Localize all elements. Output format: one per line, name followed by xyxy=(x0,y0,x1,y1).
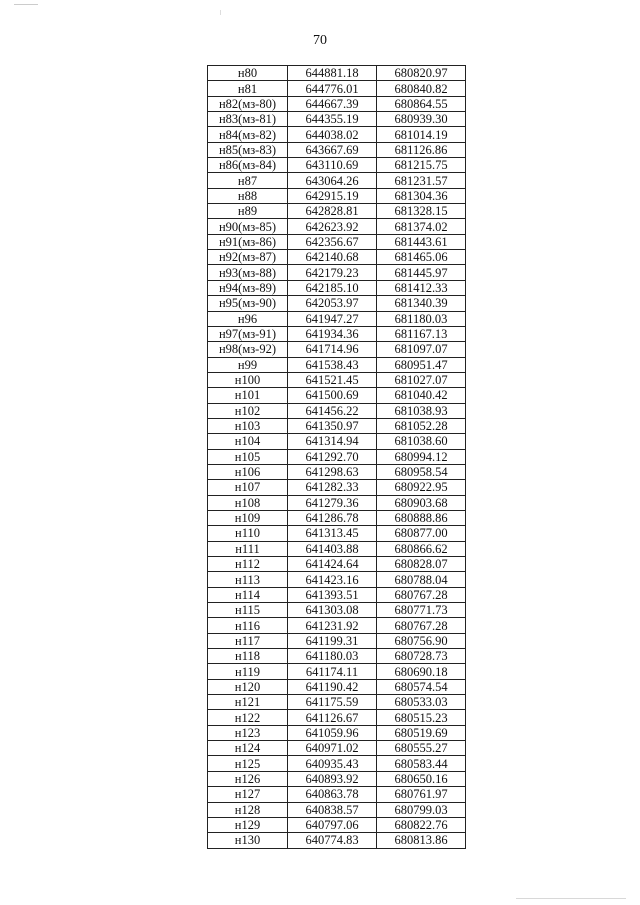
y-coordinate-cell: 680555.27 xyxy=(377,741,466,756)
x-coordinate-cell: 641199.31 xyxy=(288,633,377,648)
x-coordinate-cell: 641292.70 xyxy=(288,449,377,464)
y-coordinate-cell: 680939.30 xyxy=(377,112,466,127)
x-coordinate-cell: 643667.69 xyxy=(288,142,377,157)
table-row xyxy=(208,204,466,219)
table-row xyxy=(208,388,466,403)
y-coordinate-cell: 681340.39 xyxy=(377,296,466,311)
x-coordinate-cell: 641314.94 xyxy=(288,434,377,449)
x-coordinate-cell: 644776.01 xyxy=(288,81,377,96)
point-name-cell: н88 xyxy=(208,188,288,203)
table-row xyxy=(208,679,466,694)
point-name-cell: н108 xyxy=(208,495,288,510)
table-row xyxy=(208,311,466,326)
point-name-cell: н91(мз-86) xyxy=(208,234,288,249)
y-coordinate-cell: 680650.16 xyxy=(377,771,466,786)
point-name-cell: н83(мз-81) xyxy=(208,112,288,127)
x-coordinate-cell: 641934.36 xyxy=(288,326,377,341)
point-name-cell: н85(мз-83) xyxy=(208,142,288,157)
y-coordinate-cell: 681328.15 xyxy=(377,204,466,219)
table-row xyxy=(208,188,466,203)
point-name-cell: н123 xyxy=(208,725,288,740)
table-row xyxy=(208,710,466,725)
table-row xyxy=(208,250,466,265)
point-name-cell: н110 xyxy=(208,526,288,541)
point-name-cell: н120 xyxy=(208,679,288,694)
y-coordinate-cell: 680994.12 xyxy=(377,449,466,464)
x-coordinate-cell: 644038.02 xyxy=(288,127,377,142)
table-row xyxy=(208,787,466,802)
table-row xyxy=(208,265,466,280)
y-coordinate-cell: 680767.28 xyxy=(377,587,466,602)
x-coordinate-cell: 641403.88 xyxy=(288,541,377,556)
table-row xyxy=(208,403,466,418)
point-name-cell: н112 xyxy=(208,557,288,572)
x-coordinate-cell: 641500.69 xyxy=(288,388,377,403)
table-row xyxy=(208,603,466,618)
table-row xyxy=(208,771,466,786)
table-row xyxy=(208,434,466,449)
y-coordinate-cell: 680820.97 xyxy=(377,66,466,81)
table-row xyxy=(208,357,466,372)
y-coordinate-cell: 681445.97 xyxy=(377,265,466,280)
table-row xyxy=(208,112,466,127)
x-coordinate-cell: 642623.92 xyxy=(288,219,377,234)
x-coordinate-cell: 641286.78 xyxy=(288,510,377,525)
point-name-cell: н96 xyxy=(208,311,288,326)
x-coordinate-cell: 641190.42 xyxy=(288,679,377,694)
y-coordinate-cell: 680519.69 xyxy=(377,725,466,740)
y-coordinate-cell: 681052.28 xyxy=(377,418,466,433)
table-row xyxy=(208,649,466,664)
y-coordinate-cell: 680877.00 xyxy=(377,526,466,541)
x-coordinate-cell: 644667.39 xyxy=(288,96,377,111)
page-number: 70 xyxy=(313,33,327,48)
table-row xyxy=(208,234,466,249)
y-coordinate-cell: 681215.75 xyxy=(377,158,466,173)
y-coordinate-cell: 680799.03 xyxy=(377,802,466,817)
table-row xyxy=(208,296,466,311)
point-name-cell: н93(мз-88) xyxy=(208,265,288,280)
point-name-cell: н80 xyxy=(208,66,288,81)
table-row xyxy=(208,464,466,479)
table-row xyxy=(208,817,466,832)
point-name-cell: н114 xyxy=(208,587,288,602)
y-coordinate-cell: 681465.06 xyxy=(377,250,466,265)
y-coordinate-cell: 681097.07 xyxy=(377,342,466,357)
point-name-cell: н125 xyxy=(208,756,288,771)
y-coordinate-cell: 680767.28 xyxy=(377,618,466,633)
y-coordinate-cell: 681027.07 xyxy=(377,372,466,387)
point-name-cell: н109 xyxy=(208,510,288,525)
y-coordinate-cell: 681126.86 xyxy=(377,142,466,157)
point-name-cell: н98(мз-92) xyxy=(208,342,288,357)
y-coordinate-cell: 680888.86 xyxy=(377,510,466,525)
x-coordinate-cell: 642915.19 xyxy=(288,188,377,203)
point-name-cell: н100 xyxy=(208,372,288,387)
point-name-cell: н84(мз-82) xyxy=(208,127,288,142)
y-coordinate-cell: 681014.19 xyxy=(377,127,466,142)
table-row xyxy=(208,725,466,740)
scan-artifact-top xyxy=(14,4,38,5)
x-coordinate-cell: 641313.45 xyxy=(288,526,377,541)
point-name-cell: н127 xyxy=(208,787,288,802)
table-row xyxy=(208,127,466,142)
point-name-cell: н81 xyxy=(208,81,288,96)
x-coordinate-cell: 642140.68 xyxy=(288,250,377,265)
point-name-cell: н103 xyxy=(208,418,288,433)
point-name-cell: н82(мз-80) xyxy=(208,96,288,111)
table-row xyxy=(208,173,466,188)
point-name-cell: н89 xyxy=(208,204,288,219)
table-row xyxy=(208,280,466,295)
y-coordinate-cell: 680951.47 xyxy=(377,357,466,372)
point-name-cell: н101 xyxy=(208,388,288,403)
x-coordinate-cell: 641521.45 xyxy=(288,372,377,387)
x-coordinate-cell: 641059.96 xyxy=(288,725,377,740)
point-name-cell: н95(мз-90) xyxy=(208,296,288,311)
table-row xyxy=(208,342,466,357)
x-coordinate-cell: 643064.26 xyxy=(288,173,377,188)
table-row xyxy=(208,495,466,510)
table-row xyxy=(208,66,466,81)
x-coordinate-cell: 640863.78 xyxy=(288,787,377,802)
y-coordinate-cell: 680728.73 xyxy=(377,649,466,664)
table-row xyxy=(208,802,466,817)
x-coordinate-cell: 640971.02 xyxy=(288,741,377,756)
point-name-cell: н113 xyxy=(208,572,288,587)
y-coordinate-cell: 680864.55 xyxy=(377,96,466,111)
point-name-cell: н106 xyxy=(208,464,288,479)
point-name-cell: н116 xyxy=(208,618,288,633)
y-coordinate-cell: 681304.36 xyxy=(377,188,466,203)
x-coordinate-cell: 641714.96 xyxy=(288,342,377,357)
point-name-cell: н107 xyxy=(208,480,288,495)
x-coordinate-cell: 642828.81 xyxy=(288,204,377,219)
x-coordinate-cell: 642179.23 xyxy=(288,265,377,280)
point-name-cell: н126 xyxy=(208,771,288,786)
x-coordinate-cell: 641231.92 xyxy=(288,618,377,633)
x-coordinate-cell: 643110.69 xyxy=(288,158,377,173)
point-name-cell: н117 xyxy=(208,633,288,648)
table-row xyxy=(208,81,466,96)
x-coordinate-cell: 641174.11 xyxy=(288,664,377,679)
table-row xyxy=(208,587,466,602)
y-coordinate-cell: 680922.95 xyxy=(377,480,466,495)
x-coordinate-cell: 641393.51 xyxy=(288,587,377,602)
x-coordinate-cell: 641282.33 xyxy=(288,480,377,495)
point-name-cell: н104 xyxy=(208,434,288,449)
y-coordinate-cell: 680822.76 xyxy=(377,817,466,832)
point-name-cell: н122 xyxy=(208,710,288,725)
x-coordinate-cell: 640935.43 xyxy=(288,756,377,771)
point-name-cell: н87 xyxy=(208,173,288,188)
y-coordinate-cell: 680574.54 xyxy=(377,679,466,694)
point-name-cell: н90(мз-85) xyxy=(208,219,288,234)
y-coordinate-cell: 680788.04 xyxy=(377,572,466,587)
y-coordinate-cell: 681038.93 xyxy=(377,403,466,418)
table-row xyxy=(208,418,466,433)
table-row xyxy=(208,695,466,710)
x-coordinate-cell: 640838.57 xyxy=(288,802,377,817)
x-coordinate-cell: 640893.92 xyxy=(288,771,377,786)
scan-artifact-tick xyxy=(220,10,221,15)
y-coordinate-cell: 681180.03 xyxy=(377,311,466,326)
table-row xyxy=(208,480,466,495)
point-name-cell: н121 xyxy=(208,695,288,710)
table-row xyxy=(208,541,466,556)
y-coordinate-cell: 681040.42 xyxy=(377,388,466,403)
y-coordinate-cell: 681231.57 xyxy=(377,173,466,188)
y-coordinate-cell: 681412.33 xyxy=(377,280,466,295)
point-name-cell: н129 xyxy=(208,817,288,832)
table-row xyxy=(208,557,466,572)
x-coordinate-cell: 641298.63 xyxy=(288,464,377,479)
y-coordinate-cell: 680515.23 xyxy=(377,710,466,725)
table-row xyxy=(208,158,466,173)
y-coordinate-cell: 680533.03 xyxy=(377,695,466,710)
y-coordinate-cell: 681443.61 xyxy=(377,234,466,249)
table-row xyxy=(208,664,466,679)
point-name-cell: н94(мз-89) xyxy=(208,280,288,295)
table-row xyxy=(208,741,466,756)
point-name-cell: н102 xyxy=(208,403,288,418)
x-coordinate-cell: 642053.97 xyxy=(288,296,377,311)
table-row xyxy=(208,219,466,234)
x-coordinate-cell: 641947.27 xyxy=(288,311,377,326)
y-coordinate-cell: 680813.86 xyxy=(377,833,466,848)
y-coordinate-cell: 681038.60 xyxy=(377,434,466,449)
x-coordinate-cell: 644881.18 xyxy=(288,66,377,81)
y-coordinate-cell: 681167.13 xyxy=(377,326,466,341)
x-coordinate-cell: 641538.43 xyxy=(288,357,377,372)
point-name-cell: н124 xyxy=(208,741,288,756)
point-name-cell: н99 xyxy=(208,357,288,372)
point-name-cell: н111 xyxy=(208,541,288,556)
coordinates-table xyxy=(207,65,466,849)
table-row xyxy=(208,618,466,633)
table-row xyxy=(208,756,466,771)
x-coordinate-cell: 640774.83 xyxy=(288,833,377,848)
point-name-cell: н86(мз-84) xyxy=(208,158,288,173)
table-row xyxy=(208,449,466,464)
table-row xyxy=(208,96,466,111)
table-row xyxy=(208,572,466,587)
y-coordinate-cell: 680828.07 xyxy=(377,557,466,572)
x-coordinate-cell: 641424.64 xyxy=(288,557,377,572)
point-name-cell: н92(мз-87) xyxy=(208,250,288,265)
table-row xyxy=(208,510,466,525)
table-row xyxy=(208,142,466,157)
y-coordinate-cell: 680771.73 xyxy=(377,603,466,618)
point-name-cell: н128 xyxy=(208,802,288,817)
y-coordinate-cell: 680756.90 xyxy=(377,633,466,648)
point-name-cell: н118 xyxy=(208,649,288,664)
x-coordinate-cell: 641279.36 xyxy=(288,495,377,510)
y-coordinate-cell: 680958.54 xyxy=(377,464,466,479)
x-coordinate-cell: 641303.08 xyxy=(288,603,377,618)
y-coordinate-cell: 680866.62 xyxy=(377,541,466,556)
y-coordinate-cell: 680583.44 xyxy=(377,756,466,771)
y-coordinate-cell: 680761.97 xyxy=(377,787,466,802)
x-coordinate-cell: 641350.97 xyxy=(288,418,377,433)
x-coordinate-cell: 641423.16 xyxy=(288,572,377,587)
x-coordinate-cell: 642185.10 xyxy=(288,280,377,295)
point-name-cell: н119 xyxy=(208,664,288,679)
point-name-cell: н130 xyxy=(208,833,288,848)
table-row xyxy=(208,833,466,848)
table-row xyxy=(208,372,466,387)
x-coordinate-cell: 642356.67 xyxy=(288,234,377,249)
table-row xyxy=(208,526,466,541)
x-coordinate-cell: 641456.22 xyxy=(288,403,377,418)
y-coordinate-cell: 680903.68 xyxy=(377,495,466,510)
table-row xyxy=(208,326,466,341)
x-coordinate-cell: 641126.67 xyxy=(288,710,377,725)
point-name-cell: н115 xyxy=(208,603,288,618)
scan-artifact-bottom xyxy=(516,898,626,899)
y-coordinate-cell: 681374.02 xyxy=(377,219,466,234)
y-coordinate-cell: 680840.82 xyxy=(377,81,466,96)
x-coordinate-cell: 640797.06 xyxy=(288,817,377,832)
point-name-cell: н97(мз-91) xyxy=(208,326,288,341)
y-coordinate-cell: 680690.18 xyxy=(377,664,466,679)
x-coordinate-cell: 641180.03 xyxy=(288,649,377,664)
x-coordinate-cell: 641175.59 xyxy=(288,695,377,710)
table-row xyxy=(208,633,466,648)
coordinates-table-body xyxy=(208,66,466,849)
point-name-cell: н105 xyxy=(208,449,288,464)
x-coordinate-cell: 644355.19 xyxy=(288,112,377,127)
